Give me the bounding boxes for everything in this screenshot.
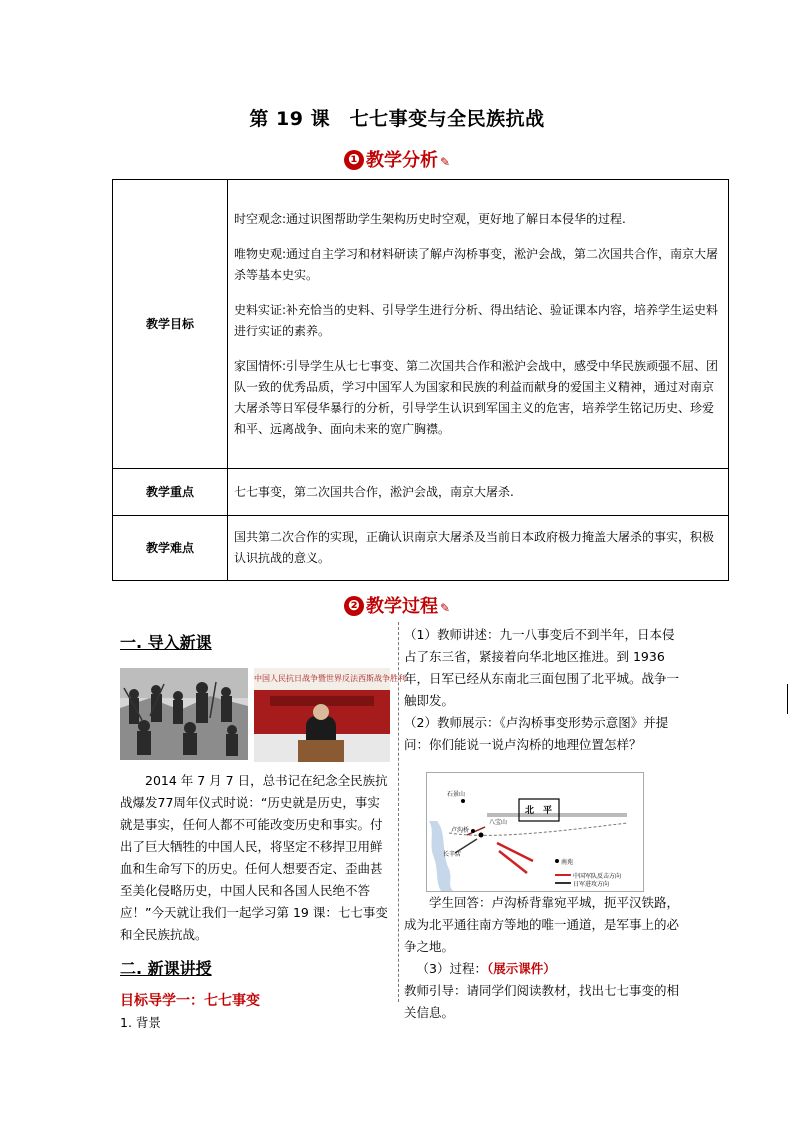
map-label: 八宝山 [489,819,508,826]
right-column [404,624,680,756]
row-label-difficulties: 教学难点 [113,516,228,581]
row-content-goals [228,180,729,469]
goal-item: 时空观念:通过识图帮助学生架构历史时空观，更好地了解日本侵华的过程. [234,211,626,226]
map-label: 南苑 [561,859,574,866]
historical-soldiers-photo [120,668,248,760]
section-number-1: ❶ [344,150,364,170]
left-column-body [120,770,390,1034]
section-number-2: ❷ [344,596,364,616]
section-label-process: 教学过程 [365,596,438,617]
map-label: 石景山 [447,791,466,798]
subheading-background: 1. 背景 [120,1015,161,1030]
intro-paragraph: 2014 年 7 月 7 日，总书记在纪念全民族抗战爆发77周年仪式时说：“历史就是历史，事实就是事实，任何人都不可能改变历史和事实。付出了巨大牺牲的中国人民，将坚定不移捍卫用鲜血和生命写下的历史。任何人想要否定、歪曲甚至美化侵略历史，中国人民和各国人民绝不答应！”今天就让我们一起学习第 19 课：七七事变和全民族抗战。 [120,773,388,942]
section-heading-analysis [0,146,794,172]
teacher-guidance: 教师引导：请同学们阅读教材，找出七七事变的相关信息。 [404,983,680,1020]
pen-icon: ✎ [439,155,451,169]
teacher-narration: （1）教师讲述：九一八事变后不到半年，日本侵占了东三省，紧接着向华北地区推进。到 1936 年，日军已经从东南北三面包围了北平城。战争一触即发。 [404,627,680,708]
section-label-analysis: 教学分析 [365,150,438,171]
heading-new-lesson: 二. 新课讲授 [120,959,212,978]
podium [298,740,344,762]
left-column [120,630,388,656]
teaching-analysis-table [112,179,729,581]
section-heading-process [0,592,794,618]
goal-item: 唯物史观:通过自主学习和材料研读了解卢沟桥事变，淞沪会战，第二次国共合作，南京大屠杀等基本史实。 [234,246,719,282]
page-title: 第 19 课 七七事变与全民族抗战 [249,108,545,130]
heading-intro: 一. 导入新课 [120,633,212,652]
goal-item: 史料实证:补充恰当的史料、引导学生进行分析、得出结论、验证课本内容，培养学生运史料进行实证的素养。 [234,302,719,338]
map-label: 卢沟桥 [451,827,470,834]
table-row-difficulties [113,516,729,581]
goal-heading: 目标导学一：七七事变 [120,993,260,1009]
map-city-label: 北 平 [525,806,553,816]
row-content-difficulties [228,516,729,581]
key-point-item: 七七事变，第二次国共合作，淞沪会战，南京大屠杀. [234,484,514,499]
lugou-bridge-map [426,772,644,892]
show-courseware-link: （展示课件） [486,961,556,976]
map-legend-item: 日军进攻方向 [573,881,610,888]
row-label-key-points: 教学重点 [113,469,228,516]
table-row-goals [113,180,729,469]
row-content-key-points [228,469,729,516]
row-label-goals: 教学目标 [113,180,228,469]
map-label: 长辛店 [443,851,462,858]
memorial-banner: 中国人民抗日战争暨世界反法西斯战争胜利 [254,668,390,690]
right-column-lower [404,892,680,1024]
goal-item: 家国情怀:引导学生从七七事变、第二次国共合作和淞沪会战中，感受中华民族顽强不屈、团队一致的优秀品质，学习中国军人为国家和民族的利益而献身的爱国主义精神，通过对南京大屠杀等日军侵华暴行的分析，引导学生认识到军国主义的危害，培养学生铭记历史、珍爱和平、远离战争、面向未来的宽广胸襟。 [234,358,719,436]
difficulty-item: 国共第二次合作的实现，正确认识南京大屠杀及当前日本政府极力掩盖大屠杀的事实，积极认识抗战的意义。 [234,530,715,565]
margin-mark [787,684,788,714]
pen-icon: ✎ [439,601,451,615]
table-row-key-points [113,469,729,516]
student-answer: 学生回答：卢沟桥背靠宛平城，扼平汉铁路，成为北平通往南方等地的唯一通道，是军事上的必争之地。 [404,895,680,954]
teacher-display: （2）教师展示：《卢沟桥事变形势示意图》并提问：你们能说一说卢沟桥的地理位置怎样？ [404,715,669,752]
ceremony-photo [254,668,406,762]
process-line: （3）过程：（展示课件） [416,961,556,976]
map-legend-item: 中国军队反击方向 [573,873,622,880]
